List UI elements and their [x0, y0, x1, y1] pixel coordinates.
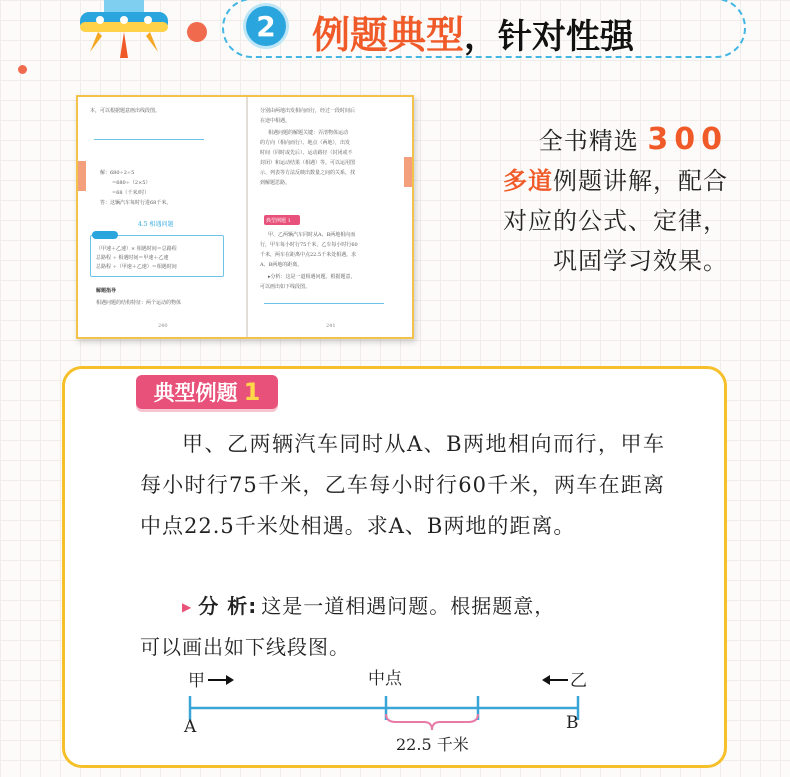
example-badge-label: 典型例题: [153, 381, 238, 405]
book-text: =68（千米/时）: [112, 190, 150, 196]
book-text: 解：680÷2÷5: [100, 170, 135, 176]
label-yi: 乙: [570, 671, 587, 691]
distance-label: 22.5 千米: [396, 735, 469, 754]
book-text: （甲速＋乙速）× 相遇时间＝总路程: [96, 246, 177, 252]
book-text: =680÷（2×5）: [112, 180, 151, 186]
book-text: 答：这辆汽车每时行进68千米。: [100, 200, 172, 206]
book-text: 在途中相遇。: [260, 118, 291, 124]
example-badge: [136, 375, 278, 409]
book-text: 甲、乙两辆汽车同时从A、B两地相向而: [268, 232, 356, 238]
arrow-right-head: [226, 675, 234, 685]
ufo-rocket-icon: [74, 0, 174, 62]
book-page-number: 241: [326, 323, 336, 329]
page-tab: [78, 161, 86, 191]
book-preview-image: [76, 95, 414, 339]
book-page-number: 240: [158, 323, 168, 329]
book-text: 封闭）和运动结果（相遇）等。可以运用图: [260, 160, 356, 166]
analysis-text: 这是一道相遇问题。根据题意，: [261, 594, 556, 618]
example-problem-text: 甲、乙两辆汽车同时从A、B两地相向而行，甲车每小时行75千米，乙车每小时行60千米，两车在距离中点22.5千米处相遇。求A、B两地的距离。: [140, 432, 665, 538]
book-text: A、B两地的距离。: [260, 262, 303, 268]
book-text: ▸分析：这是一道相遇问题。根据题意，: [268, 274, 356, 280]
book-spine: [246, 97, 248, 337]
arrow-left-head: [542, 675, 550, 685]
book-text: 相遇问题的结构特征：两个运动的物体: [96, 300, 182, 306]
book-text: 到解题思路。: [260, 180, 291, 186]
book-formula-tag: [92, 231, 118, 239]
analysis-label: 分 析:: [198, 594, 258, 618]
feature-count-unit: 多道: [503, 167, 553, 195]
page-tab: [404, 157, 412, 187]
book-diagram-line: [264, 303, 384, 304]
title-rest: ，针对性强: [464, 17, 635, 57]
book-text: 行，甲车每小时行75千米，乙车每小时行60: [260, 242, 358, 248]
book-text: 千米，两车在距离中点22.5千米处相遇。求: [260, 252, 357, 258]
book-text: 的方向（相向而行）、地点（两地），出发: [260, 140, 351, 146]
label-a: A: [184, 717, 197, 737]
feature-line: 对应的公式、定律，: [503, 207, 728, 235]
feature-text: 例题讲解，配合: [553, 167, 728, 195]
distance-brace: [386, 714, 478, 730]
book-example-tag-label: 典型例题 1: [266, 218, 291, 224]
book-section-title: 4.5 相遇问题: [138, 221, 174, 228]
label-b: B: [566, 713, 579, 733]
page-title: [312, 4, 635, 57]
book-text: 时间（同时或先后）、运动路径（封闭或不: [260, 150, 353, 156]
book-guide-title: 解题指导: [96, 288, 117, 294]
feature-line: [478, 120, 728, 161]
section-number-badge: 2: [246, 6, 286, 46]
decor-dot: [187, 22, 207, 42]
example-badge-number: 1: [243, 378, 261, 406]
label-midpoint: 中点: [368, 669, 402, 689]
analysis-line: 可以画出如下线段图。: [140, 635, 350, 659]
book-text: 本，可以根据题意画出线段图。: [90, 108, 161, 114]
analysis-line: [140, 586, 665, 627]
decor-dot: [18, 65, 27, 74]
title-highlight: 例题典型: [312, 12, 465, 57]
book-text: 相遇问题的解题关键：弄清物体运动: [268, 130, 349, 136]
book-text: 总路程 ÷ 相遇时间＝甲速＋乙速: [96, 255, 169, 261]
book-text: 示、列表等方法反映出数量之间的关系，找: [260, 170, 356, 176]
triangle-bullet-icon: ▶: [182, 600, 193, 614]
feature-line: [478, 161, 728, 201]
book-text: 总路程 ÷（甲速＋乙速）＝相遇时间: [96, 264, 177, 270]
feature-prefix: 全书精选: [538, 127, 639, 155]
feature-line: 巩固学习效果。: [553, 247, 728, 275]
label-jia: 甲: [188, 671, 205, 691]
feature-description: [478, 120, 728, 281]
line-segment-diagram: [180, 660, 620, 760]
book-text: 可以画出如下线段图。: [260, 284, 311, 290]
book-text: 分别由两地出发相向而行，经过一段时间后: [260, 108, 356, 114]
book-diagram-line: [94, 139, 204, 140]
example-analysis: [140, 586, 665, 667]
feature-count: 300: [647, 122, 728, 157]
